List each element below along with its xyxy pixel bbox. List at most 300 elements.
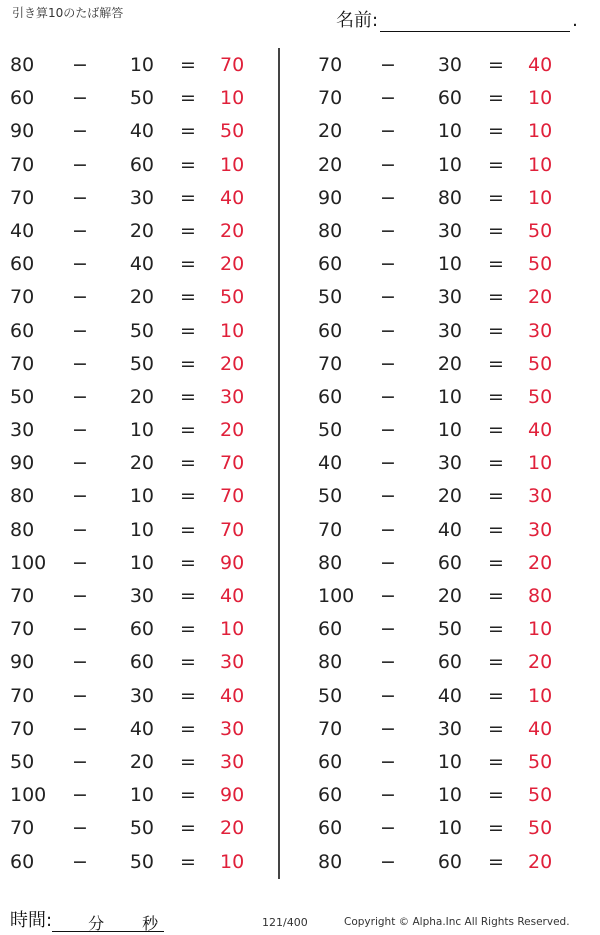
answer: 10 <box>220 319 245 342</box>
minus-sign: − <box>380 385 396 408</box>
problem-row <box>318 116 588 149</box>
subtrahend: 20 <box>129 286 154 309</box>
subtrahend: 30 <box>437 717 462 740</box>
problem-row <box>318 83 588 116</box>
minuend: 50 <box>318 684 343 707</box>
subtrahend: 20 <box>129 385 154 408</box>
minus-sign: − <box>72 651 88 674</box>
minus-sign: − <box>72 684 88 707</box>
minuend: 70 <box>318 87 343 110</box>
subtrahend: 10 <box>437 750 462 773</box>
problem-row <box>318 50 588 83</box>
equals-sign: = <box>488 186 504 209</box>
left-problem-column <box>10 50 280 880</box>
problem-row <box>10 747 280 780</box>
subtrahend: 50 <box>129 817 154 840</box>
problem-row <box>318 681 588 714</box>
minus-sign: − <box>72 485 88 508</box>
subtrahend: 10 <box>129 551 154 574</box>
problem-row <box>318 382 588 415</box>
minus-sign: − <box>72 551 88 574</box>
minus-sign: − <box>380 419 396 442</box>
answer: 20 <box>220 817 245 840</box>
answer: 50 <box>528 352 553 375</box>
minuend: 30 <box>10 419 35 442</box>
minus-sign: − <box>380 286 396 309</box>
equals-sign: = <box>180 352 196 375</box>
minuend: 70 <box>10 817 35 840</box>
equals-sign: = <box>488 452 504 475</box>
minuend: 60 <box>318 618 343 641</box>
equals-sign: = <box>488 219 504 242</box>
subtrahend: 10 <box>129 54 154 76</box>
minuend: 60 <box>10 319 35 342</box>
equals-sign: = <box>180 153 196 176</box>
subtrahend: 10 <box>437 385 462 408</box>
minus-sign: − <box>380 452 396 475</box>
answer: 50 <box>528 219 553 242</box>
name-label: 名前: <box>336 10 379 31</box>
problem-row <box>10 847 280 880</box>
equals-sign: = <box>180 585 196 607</box>
equals-sign: = <box>180 452 196 475</box>
minus-sign: − <box>380 153 396 176</box>
problem-row <box>318 183 588 216</box>
subtrahend: 80 <box>437 186 462 209</box>
answer: 10 <box>220 850 245 873</box>
minuend: 40 <box>10 219 35 242</box>
answer: 80 <box>528 585 553 607</box>
equals-sign: = <box>488 153 504 176</box>
minuend: 70 <box>10 618 35 641</box>
subtrahend: 30 <box>437 54 462 76</box>
minus-sign: − <box>72 120 88 143</box>
subtrahend: 50 <box>437 618 462 641</box>
minuend: 100 <box>10 784 47 807</box>
problem-row <box>318 448 588 481</box>
problem-row <box>318 581 588 614</box>
minuend: 50 <box>318 419 343 442</box>
problem-row <box>318 813 588 846</box>
minuend: 80 <box>10 54 35 76</box>
problem-row <box>10 780 280 813</box>
answer: 40 <box>220 585 245 607</box>
problem-row <box>10 515 280 548</box>
minuend: 100 <box>10 551 47 574</box>
subtrahend: 60 <box>437 551 462 574</box>
problem-row <box>10 249 280 282</box>
minuend: 70 <box>318 352 343 375</box>
equals-sign: = <box>488 485 504 508</box>
minus-sign: − <box>380 485 396 508</box>
problem-row <box>10 614 280 647</box>
problem-row <box>10 316 280 349</box>
answer: 10 <box>528 452 553 475</box>
minus-sign: − <box>380 784 396 807</box>
subtrahend: 50 <box>129 850 154 873</box>
subtrahend: 50 <box>129 87 154 110</box>
time-field <box>10 906 164 932</box>
minus-sign: − <box>72 585 88 607</box>
answer: 10 <box>528 618 553 641</box>
minuend: 70 <box>318 518 343 541</box>
minus-sign: − <box>72 87 88 110</box>
answer: 10 <box>528 684 553 707</box>
problem-row <box>10 714 280 747</box>
subtrahend: 40 <box>129 253 154 276</box>
minuend: 60 <box>318 385 343 408</box>
minus-sign: − <box>72 153 88 176</box>
problem-row <box>10 282 280 315</box>
subtrahend: 30 <box>437 286 462 309</box>
problem-row <box>10 382 280 415</box>
subtrahend: 10 <box>129 518 154 541</box>
answer: 30 <box>528 319 553 342</box>
problem-row <box>10 216 280 249</box>
minuend: 60 <box>318 319 343 342</box>
problem-row <box>318 282 588 315</box>
equals-sign: = <box>488 352 504 375</box>
answer: 40 <box>528 419 553 442</box>
answer: 30 <box>220 385 245 408</box>
equals-sign: = <box>180 518 196 541</box>
subtrahend: 10 <box>437 784 462 807</box>
subtrahend: 40 <box>129 717 154 740</box>
minuend: 90 <box>10 651 35 674</box>
subtrahend: 60 <box>129 618 154 641</box>
minutes-label: 分 <box>88 914 105 933</box>
name-field <box>336 6 578 32</box>
equals-sign: = <box>488 518 504 541</box>
minus-sign: − <box>380 618 396 641</box>
subtrahend: 10 <box>437 120 462 143</box>
answer: 70 <box>220 54 245 76</box>
subtrahend: 10 <box>437 153 462 176</box>
minus-sign: − <box>380 186 396 209</box>
subtrahend: 30 <box>129 684 154 707</box>
equals-sign: = <box>180 286 196 309</box>
minus-sign: − <box>72 817 88 840</box>
problem-row <box>10 183 280 216</box>
minuend: 80 <box>318 551 343 574</box>
minus-sign: − <box>380 750 396 773</box>
subtrahend: 50 <box>129 352 154 375</box>
answer: 10 <box>220 87 245 110</box>
subtrahend: 20 <box>129 750 154 773</box>
answer: 20 <box>528 850 553 873</box>
minus-sign: − <box>72 518 88 541</box>
subtrahend: 10 <box>437 253 462 276</box>
minuend: 40 <box>318 452 343 475</box>
answer: 50 <box>528 253 553 276</box>
equals-sign: = <box>180 784 196 807</box>
answer: 40 <box>220 684 245 707</box>
subtrahend: 10 <box>129 419 154 442</box>
minuend: 60 <box>10 87 35 110</box>
subtrahend: 30 <box>437 319 462 342</box>
equals-sign: = <box>180 817 196 840</box>
problem-row <box>318 647 588 680</box>
subtrahend: 30 <box>437 219 462 242</box>
answer: 50 <box>528 750 553 773</box>
minuend: 80 <box>10 518 35 541</box>
minus-sign: − <box>380 684 396 707</box>
minuend: 50 <box>318 286 343 309</box>
subtrahend: 30 <box>437 452 462 475</box>
minus-sign: − <box>380 518 396 541</box>
answer: 20 <box>220 352 245 375</box>
subtrahend: 40 <box>437 518 462 541</box>
answer: 10 <box>220 153 245 176</box>
problem-row <box>318 349 588 382</box>
copyright-notice: Copyright © Alpha.Inc All Rights Reserved. <box>344 916 570 928</box>
equals-sign: = <box>488 850 504 873</box>
answer: 50 <box>528 385 553 408</box>
subtrahend: 10 <box>129 784 154 807</box>
answer: 10 <box>528 87 553 110</box>
minuend: 80 <box>10 485 35 508</box>
equals-sign: = <box>488 750 504 773</box>
answer: 10 <box>528 153 553 176</box>
problem-row <box>318 216 588 249</box>
answer: 20 <box>220 253 245 276</box>
equals-sign: = <box>180 87 196 110</box>
answer: 20 <box>220 219 245 242</box>
answer: 10 <box>528 120 553 143</box>
equals-sign: = <box>488 87 504 110</box>
problem-row <box>10 116 280 149</box>
answer: 70 <box>220 485 245 508</box>
problem-row <box>10 548 280 581</box>
equals-sign: = <box>180 618 196 641</box>
problem-row <box>10 150 280 183</box>
minuend: 70 <box>10 286 35 309</box>
subtrahend: 20 <box>129 452 154 475</box>
answer: 50 <box>528 784 553 807</box>
answer: 10 <box>220 618 245 641</box>
equals-sign: = <box>488 120 504 143</box>
minus-sign: − <box>380 850 396 873</box>
problem-row <box>318 150 588 183</box>
equals-sign: = <box>488 54 504 76</box>
equals-sign: = <box>488 717 504 740</box>
problem-row <box>10 813 280 846</box>
answer: 30 <box>220 651 245 674</box>
answer: 40 <box>220 186 245 209</box>
minuend: 20 <box>318 153 343 176</box>
problem-row <box>10 647 280 680</box>
minus-sign: − <box>380 717 396 740</box>
equals-sign: = <box>180 485 196 508</box>
problem-row <box>318 614 588 647</box>
minuend: 90 <box>10 452 35 475</box>
minus-sign: − <box>72 352 88 375</box>
minus-sign: − <box>72 286 88 309</box>
equals-sign: = <box>180 551 196 574</box>
answer: 20 <box>528 651 553 674</box>
minuend: 70 <box>10 186 35 209</box>
equals-sign: = <box>488 551 504 574</box>
problem-row <box>10 415 280 448</box>
problem-row <box>10 481 280 514</box>
minus-sign: − <box>72 750 88 773</box>
equals-sign: = <box>488 319 504 342</box>
minus-sign: − <box>72 419 88 442</box>
minus-sign: − <box>380 352 396 375</box>
equals-sign: = <box>180 253 196 276</box>
answer: 50 <box>528 817 553 840</box>
problem-row <box>10 50 280 83</box>
subtrahend: 20 <box>437 352 462 375</box>
problem-row <box>318 548 588 581</box>
minus-sign: − <box>72 253 88 276</box>
answer: 20 <box>528 551 553 574</box>
equals-sign: = <box>488 585 504 607</box>
minus-sign: − <box>380 253 396 276</box>
equals-sign: = <box>180 651 196 674</box>
minuend: 70 <box>10 717 35 740</box>
minuend: 70 <box>10 352 35 375</box>
minuend: 70 <box>10 153 35 176</box>
equals-sign: = <box>180 319 196 342</box>
problem-row <box>10 581 280 614</box>
minuend: 60 <box>318 253 343 276</box>
subtrahend: 30 <box>129 585 154 607</box>
minus-sign: − <box>380 551 396 574</box>
minus-sign: − <box>72 319 88 342</box>
answer: 40 <box>528 717 553 740</box>
minuend: 90 <box>10 120 35 143</box>
time-blank-line <box>52 911 164 932</box>
subtrahend: 50 <box>129 319 154 342</box>
answer: 70 <box>220 518 245 541</box>
minus-sign: − <box>72 385 88 408</box>
minus-sign: − <box>72 54 88 76</box>
minus-sign: − <box>380 54 396 76</box>
minuend: 100 <box>318 585 355 607</box>
problem-row <box>318 515 588 548</box>
answer: 20 <box>528 286 553 309</box>
answer: 30 <box>220 717 245 740</box>
subtrahend: 60 <box>129 651 154 674</box>
minuend: 20 <box>318 120 343 143</box>
answer: 30 <box>220 750 245 773</box>
right-problem-column <box>318 50 588 880</box>
minus-sign: − <box>72 186 88 209</box>
minuend: 60 <box>318 784 343 807</box>
problem-row <box>318 847 588 880</box>
page-number: 121/400 <box>262 916 308 929</box>
subtrahend: 10 <box>437 419 462 442</box>
answer: 20 <box>220 419 245 442</box>
seconds-label: 秒 <box>142 914 159 933</box>
equals-sign: = <box>180 54 196 76</box>
minus-sign: − <box>72 850 88 873</box>
minus-sign: − <box>72 717 88 740</box>
problem-row <box>318 249 588 282</box>
minus-sign: − <box>72 452 88 475</box>
subtrahend: 20 <box>437 585 462 607</box>
minus-sign: − <box>380 319 396 342</box>
subtrahend: 60 <box>437 87 462 110</box>
subtrahend: 60 <box>129 153 154 176</box>
minuend: 50 <box>10 750 35 773</box>
minus-sign: − <box>380 120 396 143</box>
problem-row <box>10 681 280 714</box>
minuend: 60 <box>10 253 35 276</box>
equals-sign: = <box>180 850 196 873</box>
answer: 50 <box>220 120 245 143</box>
answer: 40 <box>528 54 553 76</box>
subtrahend: 10 <box>129 485 154 508</box>
answer: 90 <box>220 551 245 574</box>
name-end-dot: . <box>572 10 578 31</box>
equals-sign: = <box>180 219 196 242</box>
minuend: 60 <box>318 750 343 773</box>
equals-sign: = <box>488 817 504 840</box>
minus-sign: − <box>380 817 396 840</box>
minuend: 90 <box>318 186 343 209</box>
problem-row <box>318 415 588 448</box>
minuend: 70 <box>318 717 343 740</box>
problem-row <box>10 83 280 116</box>
minuend: 60 <box>318 817 343 840</box>
subtrahend: 40 <box>437 684 462 707</box>
answer: 50 <box>220 286 245 309</box>
equals-sign: = <box>488 385 504 408</box>
minuend: 50 <box>10 385 35 408</box>
equals-sign: = <box>180 750 196 773</box>
problem-row <box>318 780 588 813</box>
equals-sign: = <box>488 651 504 674</box>
problem-row <box>318 481 588 514</box>
answer: 30 <box>528 485 553 508</box>
equals-sign: = <box>488 419 504 442</box>
subtrahend: 20 <box>129 219 154 242</box>
equals-sign: = <box>180 385 196 408</box>
minus-sign: − <box>72 784 88 807</box>
subtrahend: 60 <box>437 651 462 674</box>
subtrahend: 40 <box>129 120 154 143</box>
name-blank-line <box>380 13 570 32</box>
equals-sign: = <box>180 684 196 707</box>
equals-sign: = <box>488 784 504 807</box>
minus-sign: − <box>380 219 396 242</box>
minus-sign: − <box>380 585 396 607</box>
subtrahend: 20 <box>437 485 462 508</box>
minuend: 80 <box>318 219 343 242</box>
minus-sign: − <box>72 219 88 242</box>
minuend: 80 <box>318 850 343 873</box>
subtrahend: 30 <box>129 186 154 209</box>
minuend: 70 <box>318 54 343 76</box>
equals-sign: = <box>180 419 196 442</box>
equals-sign: = <box>180 186 196 209</box>
answer: 90 <box>220 784 245 807</box>
equals-sign: = <box>488 618 504 641</box>
problem-row <box>10 448 280 481</box>
worksheet-title: 引き算10のたば解答 <box>12 6 124 20</box>
equals-sign: = <box>180 717 196 740</box>
minuend: 70 <box>10 684 35 707</box>
minus-sign: − <box>72 618 88 641</box>
subtrahend: 60 <box>437 850 462 873</box>
minus-sign: − <box>380 87 396 110</box>
minus-sign: − <box>380 651 396 674</box>
answer: 70 <box>220 452 245 475</box>
problem-row <box>318 747 588 780</box>
answer: 30 <box>528 518 553 541</box>
